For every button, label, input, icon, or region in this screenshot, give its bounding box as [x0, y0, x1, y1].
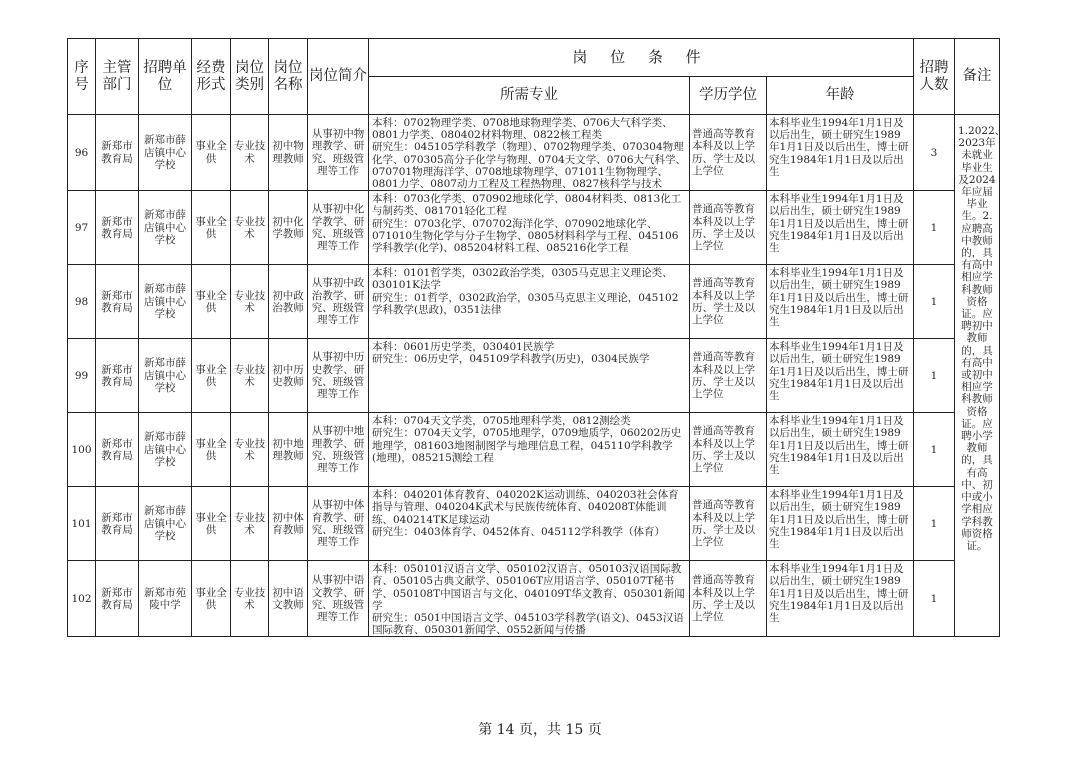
- cell-category: 专业技术: [231, 339, 269, 413]
- cell-category: 专业技术: [231, 561, 269, 637]
- cell-post-intro: 从事初中政治教学、研究、班级管理等工作: [308, 265, 369, 339]
- cell-age: 本科毕业生1994年1月1日及以后出生，硕士研究生1989年1月1日及以后出生，博士研究生1984年1月1日及以后出生: [767, 115, 914, 191]
- header-major: 所需专业: [369, 77, 690, 115]
- cell-age: 本科毕业生1994年1月1日及以后出生，硕士研究生1989年1月1日及以后出生，博士研究生1984年1月1日及以后出生: [767, 561, 914, 637]
- cell-post-name: 初中体育教师: [269, 487, 308, 561]
- header-fund: 经费形式: [192, 39, 231, 115]
- cell-unit: 新郑市薛店镇中心学校: [139, 339, 192, 413]
- cell-post-intro: 从事初中地理教学、研究、班级管理等工作: [308, 413, 369, 487]
- cell-id: 99: [68, 339, 96, 413]
- cell-fund: 事业全供: [192, 265, 231, 339]
- cell-post-intro: 从事初中历史教学、研究、班级管理等工作: [308, 339, 369, 413]
- cell-id: 98: [68, 265, 96, 339]
- header-category: 岗位类别: [231, 39, 269, 115]
- cell-education: 普通高等教育本科及以上学历、学士及以上学位: [690, 561, 767, 637]
- cell-fund: 事业全供: [192, 339, 231, 413]
- cell-dept: 新郑市教育局: [96, 339, 139, 413]
- cell-id: 100: [68, 413, 96, 487]
- cell-education: 普通高等教育本科及以上学历、学士及以上学位: [690, 413, 767, 487]
- cell-major: 本科：040201体育教育、040202K运动训练、040203社会体育指导与管理、040204K武术与民族传统体育、040208T体能训练、040214TK足球运动 研究生：0403体育学、0452体育、045112学科教学（体育）: [369, 487, 690, 561]
- table-row: [68, 487, 1000, 561]
- cell-education: 普通高等教育本科及以上学历、学士及以上学位: [690, 487, 767, 561]
- header-education: 学历学位: [690, 77, 767, 115]
- table-row: [68, 339, 1000, 413]
- cell-count: 1: [914, 339, 955, 413]
- cell-major: 本科：0704天文学类，0705地理科学类，0812测绘类 研究生：0704天文学，0705地理学，0709地质学，060202历史地理学，081603地图制图学与地理信息工程，045110学科教学(地理)，085215测绘工程: [369, 413, 690, 487]
- cell-count: 1: [914, 413, 955, 487]
- cell-dept: 新郑市教育局: [96, 265, 139, 339]
- cell-id: 102: [68, 561, 96, 637]
- cell-unit: 新郑市薛店镇中心学校: [139, 115, 192, 191]
- cell-education: 普通高等教育本科及以上学历、学士及以上学位: [690, 339, 767, 413]
- cell-fund: 事业全供: [192, 115, 231, 191]
- cell-post-name: 初中语文教师: [269, 561, 308, 637]
- cell-remark: 1.2022、2023年未就业毕业生及2024年应届毕业生。2.应聘高中教师的，具有高中相应学科教师资格证。应聘初中教师的，具有高中或初中相应学科教师资格证。应聘小学教师的，具有高中、初中或小学相应学科教师资格证。: [955, 115, 1000, 637]
- cell-count: 3: [914, 115, 955, 191]
- header-post-intro: 岗位简介: [308, 39, 369, 115]
- cell-count: 1: [914, 487, 955, 561]
- cell-category: 专业技术: [231, 191, 269, 265]
- cell-age: 本科毕业生1994年1月1日及以后出生，硕士研究生1989年1月1日及以后出生，博士研究生1984年1月1日及以后出生: [767, 339, 914, 413]
- cell-post-intro: 从事初中化学教学、研究、班级管理等工作: [308, 191, 369, 265]
- page-number: 第 14 页，共 15 页: [478, 722, 602, 738]
- table-row: [68, 561, 1000, 637]
- cell-unit: 新郑市薛店镇中心学校: [139, 191, 192, 265]
- cell-post-name: 初中化学教师: [269, 191, 308, 265]
- table-row: [68, 191, 1000, 265]
- cell-major: 本科：0601历史学类，030401民族学 研究生：06历史学，045109学科教学(历史)，0304民族学: [369, 339, 690, 413]
- cell-post-intro: 从事初中物理教学、研究、班级管理等工作: [308, 115, 369, 191]
- header-unit: 招聘单位: [139, 39, 192, 115]
- cell-category: 专业技术: [231, 115, 269, 191]
- recruitment-table: [67, 38, 1006, 637]
- cell-unit: 新郑市薛店镇中心学校: [139, 413, 192, 487]
- header-dept: 主管部门: [96, 39, 139, 115]
- cell-dept: 新郑市教育局: [96, 413, 139, 487]
- cell-unit: 新郑市苑陵中学: [139, 561, 192, 637]
- cell-dept: 新郑市教育局: [96, 115, 139, 191]
- table-body: [68, 115, 1006, 637]
- header-count: 招聘人数: [914, 39, 955, 115]
- cell-major: 本科：050101汉语言文学、050102汉语言、050103汉语国际教育、050105古典文献学、050106T应用语言学、050107T秘书学、050108T中国语言与文化、040109T华文教育、050301新闻学 研究生：0501中国语言文学、045103学科教学(语文)、0453汉语国际教育、050301新闻学、0552新闻与传播: [369, 561, 690, 637]
- cell-major: 本科：0101哲学类，0302政治学类，0305马克思主义理论类、030101K法学 研究生：01哲学，0302政治学，0305马克思主义理论，045102学科教学(思政)，0351法律: [369, 265, 690, 339]
- cell-post-intro: 从事初中体育教学、研究、班级管理等工作: [308, 487, 369, 561]
- header-remark: 备注: [955, 39, 1000, 115]
- cell-fund: 事业全供: [192, 561, 231, 637]
- cell-age: 本科毕业生1994年1月1日及以后出生，硕士研究生1989年1月1日及以后出生，博士研究生1984年1月1日及以后出生: [767, 191, 914, 265]
- cell-fund: 事业全供: [192, 191, 231, 265]
- cell-age: 本科毕业生1994年1月1日及以后出生，硕士研究生1989年1月1日及以后出生，博士研究生1984年1月1日及以后出生: [767, 487, 914, 561]
- cell-unit: 新郑市薛店镇中心学校: [139, 487, 192, 561]
- cell-fund: 事业全供: [192, 413, 231, 487]
- cell-count: 1: [914, 191, 955, 265]
- cell-age: 本科毕业生1994年1月1日及以后出生，硕士研究生1989年1月1日及以后出生，博士研究生1984年1月1日及以后出生: [767, 265, 914, 339]
- cell-major: 本科：0703化学类、070902地球化学、0804材料类、0813化工与制药类、081701轻化工程 研究生：0703化学、070702海洋化学、070902地球化学、071010生物化学与分子生物学、0805材料科学与工程、045106学科教学(化学)、085204材料工程、085216化学工程: [369, 191, 690, 265]
- cell-fund: 事业全供: [192, 487, 231, 561]
- cell-age: 本科毕业生1994年1月1日及以后出生，硕士研究生1989年1月1日及以后出生，博士研究生1984年1月1日及以后出生: [767, 413, 914, 487]
- table-row: [68, 413, 1000, 487]
- cell-category: 专业技术: [231, 265, 269, 339]
- cell-category: 专业技术: [231, 413, 269, 487]
- cell-post-name: 初中地理教师: [269, 413, 308, 487]
- cell-unit: 新郑市薛店镇中心学校: [139, 265, 192, 339]
- cell-education: 普通高等教育本科及以上学历、学士及以上学位: [690, 191, 767, 265]
- cell-id: 97: [68, 191, 96, 265]
- header-conditions: 岗 位 条 件: [369, 39, 914, 77]
- cell-category: 专业技术: [231, 487, 269, 561]
- cell-education: 普通高等教育本科及以上学历、学士及以上学位: [690, 265, 767, 339]
- cell-post-name: 初中物理教师: [269, 115, 308, 191]
- cell-major: 本科：0702物理学类、0708地球物理学类、0706大气科学类、0801力学类、080402材料物理、0822核工程类 研究生：045105学科教学（物理）、0702物理学类、070304物理化学、070305高分子化学与物理、0704天文学、0706大气科学、070701物理海洋学、0708地球物理学、071011生物物理学、0801力学、0807动力工程及工程热物理、0827核科学与技术: [369, 115, 690, 191]
- cell-post-name: 初中政治教师: [269, 265, 308, 339]
- cell-post-intro: 从事初中语文教学、研究、班级管理等工作: [308, 561, 369, 637]
- cell-count: 1: [914, 561, 955, 637]
- cell-dept: 新郑市教育局: [96, 487, 139, 561]
- header-age: 年龄: [767, 77, 914, 115]
- cell-post-name: 初中历史教师: [269, 339, 308, 413]
- cell-count: 1: [914, 265, 955, 339]
- cell-education: 普通高等教育本科及以上学历、学士及以上学位: [690, 115, 767, 191]
- cell-dept: 新郑市教育局: [96, 191, 139, 265]
- header-post-name: 岗位名称: [269, 39, 308, 115]
- cell-id: 101: [68, 487, 96, 561]
- cell-dept: 新郑市教育局: [96, 561, 139, 637]
- cell-id: 96: [68, 115, 96, 191]
- table-row: [68, 265, 1000, 339]
- table-row: [68, 115, 1000, 191]
- header-id: 序号: [68, 39, 96, 115]
